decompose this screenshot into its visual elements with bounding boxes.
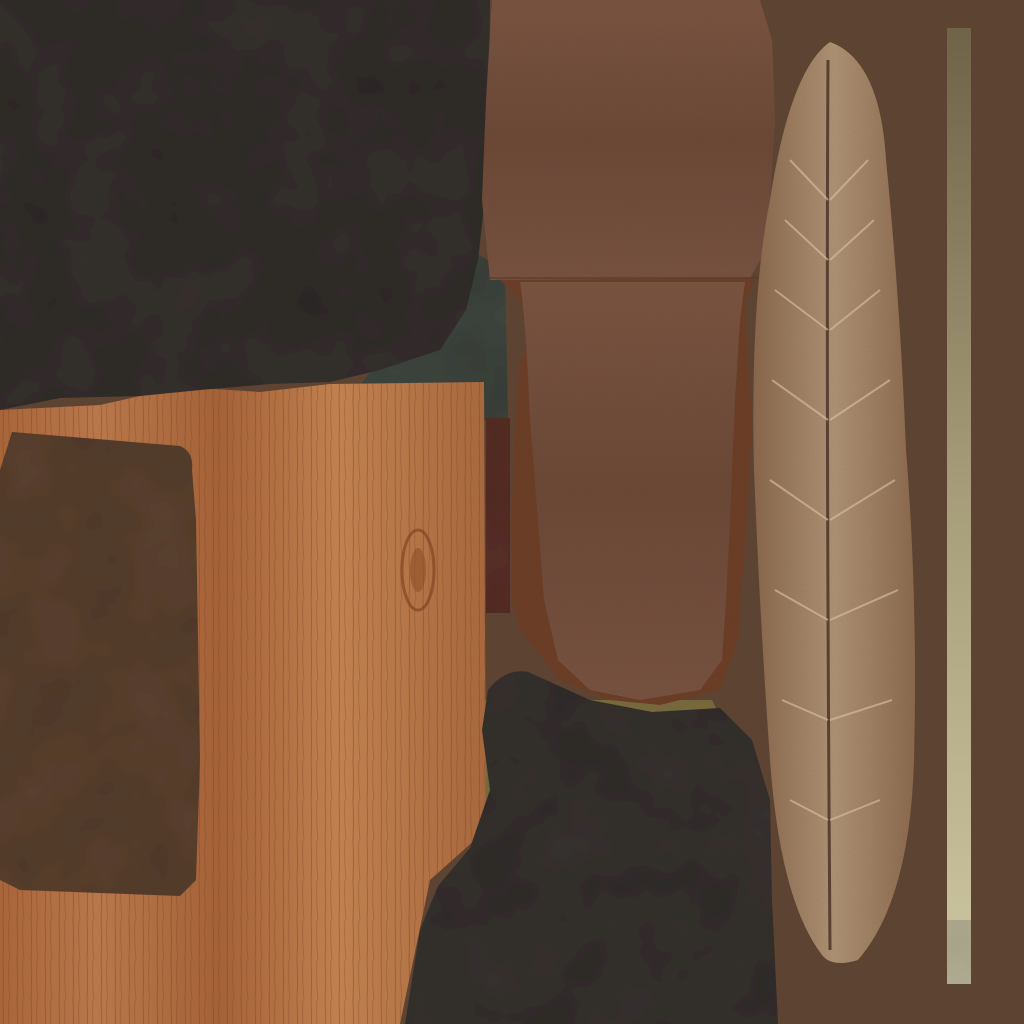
dark-leather-top <box>0 0 490 410</box>
gradient-strip <box>947 28 971 984</box>
suede-sleeve <box>482 0 775 705</box>
maroon-strip <box>486 418 510 613</box>
leather-patch-left <box>0 432 200 896</box>
